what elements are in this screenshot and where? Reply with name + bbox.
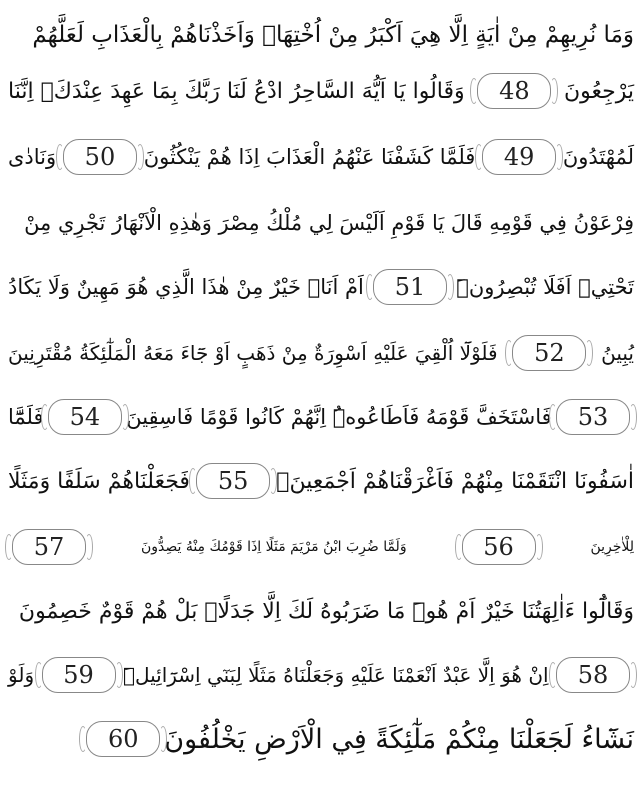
verse-text: فَاسْتَخَفَّ قَوْمَهُ فَاَطَاعُوهُۜ اِنَّهُمْ كَانُوا قَوْمًا فَاسِقِينَ: [126, 405, 552, 429]
verse-text: وَمَا نُرِيهِمْ مِنْ اٰيَةٍ اِلَّا هِيَ اَكْبَرُ مِنْ اُخْتِهَاۘ وَاَخَذْنَاهُمْ بِالْعَذَابِ لَعَلَّهُمْ: [32, 22, 634, 48]
verse-text: فَلَوْلَٓا اُلْقِيَ عَلَيْهِ اَسْوِرَةٌ مِنْ ذَهَبٍ اَوْ جَٓاءَ مَعَهُ الْمَلٰٓئِكَةُ مُقْتَرِنِينَ: [8, 341, 498, 365]
verse-text: نَشَٓاءُ لَجَعَلْنَا مِنْكُمْ مَلٰٓئِكَةً فِي الْاَرْضِ يَخْلُفُونَ: [164, 723, 634, 755]
verse-text: اِنْ هُوَ اِلَّا عَبْدٌ اَنْعَمْنَا عَلَيْهِ وَجَعَلْنَاهُ مَثَلًا لِبَنٓي اِسْرَٓائِيلَۜ: [122, 663, 549, 687]
text-line-11: [8, 642, 634, 708]
verse-text: فِرْعَوْنُ فِي قَوْمِهِ قَالَ يَا قَوْمِ اَلَيْسَ لِي مُلْكُ مِصْرَ وَهٰذِهِ الْاَنْهَارُ تَجْرِي مِنْ: [24, 211, 634, 235]
verse-number-marker: 55: [196, 463, 270, 499]
text-line-2: [8, 58, 634, 124]
verse-number-marker: 53: [556, 399, 630, 435]
verse-number-marker: 49: [482, 139, 556, 175]
text-line-8: [8, 448, 634, 514]
verse-text: يُبِينُ: [601, 341, 634, 365]
verse-text: فَجَعَلْنَاهُمْ سَلَفًا وَمَثَلًا: [8, 468, 190, 494]
verse-text: اَمْ اَنَا۬ خَيْرٌ مِنْ هٰذَا الَّذِي هُوَ مَهِينٌ وَلَا يَكَادُ: [8, 275, 364, 299]
text-line-7: [8, 384, 634, 450]
verse-text: وَلَمَّا ضُرِبَ ابْنُ مَرْيَمَ مَثَلًا اِذَا قَوْمُكَ مِنْهُ يَصِدُّونَ: [140, 539, 407, 555]
verse-text: فَلَمَّا كَشَفْنَا عَنْهُمُ الْعَذَابَ اِذَا هُمْ يَنْكُثُونَ: [143, 145, 476, 169]
verse-text: اٰسَفُونَا انْتَقَمْنَا مِنْهُمْ فَاَغْرَقْنَاهُمْ اَجْمَعِينَۙ: [276, 468, 634, 494]
text-line-4: [8, 190, 634, 256]
text-line-5: [8, 254, 634, 320]
text-line-6: [8, 320, 634, 386]
verse-text: لَمُهْتَدُونَ: [562, 145, 634, 169]
verse-number-marker: 60: [86, 721, 160, 757]
verse-number-marker: 56: [462, 529, 536, 565]
text-line-9: [8, 514, 634, 580]
verse-number-marker: 54: [48, 399, 122, 435]
verse-number-marker: 48: [477, 73, 551, 109]
verse-number-marker: 50: [63, 139, 137, 175]
text-line-3: [8, 124, 634, 190]
verse-text: فَلَمَّٓا: [8, 405, 44, 429]
verse-number-marker: 58: [556, 657, 630, 693]
verse-text: يَرْجِعُونَ: [564, 78, 634, 104]
verse-number-marker: 52: [512, 335, 586, 371]
verse-text: وَقَالُٓوا ءَاٰلِهَتُنَا خَيْرٌ اَمْ هُوَۜ مَا ضَرَبُوهُ لَكَ اِلَّا جَدَلًاۜ بَلْ هُمْ قَوْمٌ خَصِمُونَ: [18, 598, 634, 624]
verse-text: وَلَوْ: [8, 663, 35, 687]
verse-number-marker: 59: [42, 657, 116, 693]
verse-text: وَنَادٰى: [8, 145, 57, 169]
text-line-12: [8, 706, 634, 772]
verse-number-marker: 51: [373, 269, 447, 305]
verse-text: تَحْتِيۚ اَفَلَا تُبْصِرُونَۜ: [456, 275, 634, 299]
verse-text: وَقَالُوا يَا اَيُّهَ السَّاحِرُ ادْعُ لَنَا رَبَّكَ بِمَا عَهِدَ عِنْدَكَۚ اِنَّنَا: [8, 78, 465, 104]
text-line-10: [8, 578, 634, 644]
verse-number-marker: 57: [12, 529, 86, 565]
verse-text: لِلْاٰخِرِينَ: [590, 539, 634, 555]
